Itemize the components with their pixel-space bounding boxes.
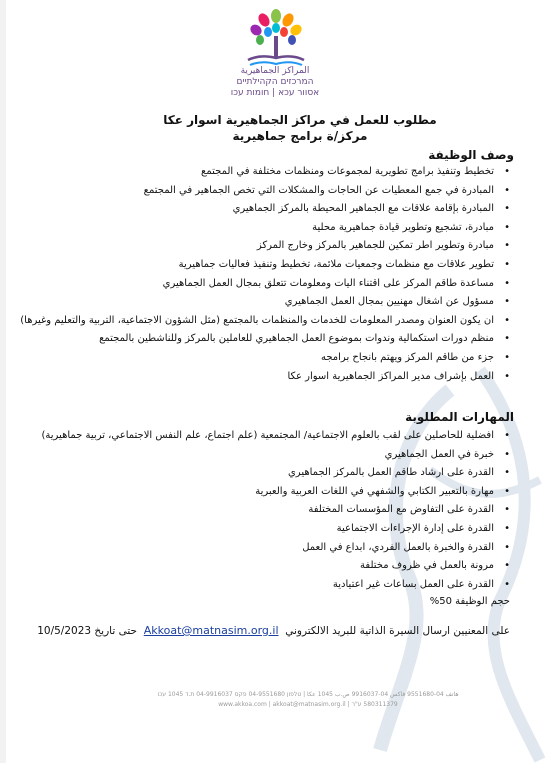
duties-item: • جزء من طاقم المركز ويهتم بانجاح برامجه [14, 349, 494, 368]
duties-item: • مبادرة وتطوير اطر تمكين للجماهير بالمركز وخارج المركز [14, 237, 494, 256]
org-name-arabic: المراكز الجماهيرية [240, 66, 310, 76]
skills-item: • القدرة على العمل بساعات غير اعتيادية [14, 576, 494, 595]
apply-instructions [30, 624, 510, 637]
duties-item: • المبادرة بإقامة علاقات مع الجماهير المحيطة بالمركز الجماهيري [14, 200, 494, 219]
duties-heading: وصف الوظيفة [428, 148, 514, 162]
skills-item: • القدرة على ارشاد طاقم العمل بالمركز الجماهيري [14, 464, 494, 483]
duties-item: • تطوير علاقات مع منظمات وجمعيات ملائمة، تخطيط وتنفيذ فعاليات جماهيرية [14, 256, 494, 275]
skills-item: • القدرة على التفاوض مع المؤسسات المختلفة [14, 501, 494, 520]
org-name-hebrew-sub: אסוור עכא | חומות עכו [230, 88, 320, 98]
skills-item: • القدرة على إدارة الإجراءات الاجتماعية [14, 520, 494, 539]
skills-heading: المهارات المطلوبة [405, 410, 514, 424]
footer-line-2: 580311379 ע"ר | www.akkoa.com | akkoat@matnasim.org.il [218, 701, 398, 708]
title-line-2: مركز/ة برامج جماهيرية [232, 129, 368, 143]
page-fold-shadow [0, 0, 6, 763]
duties-list [14, 163, 512, 386]
org-name-hebrew: המרכזים הקהילתיים [236, 77, 314, 87]
duties-item: • مساعدة طاقم المركز على اقتناء اليات ومعلومات تتعلق بمجال العمل الجماهيري [14, 275, 494, 294]
duties-item: • مبادرة، تشجيع وتطوير قيادة جماهيرية محلية [14, 219, 494, 238]
organization-name [180, 66, 370, 99]
posting-title [60, 112, 540, 144]
duties-item: • مسؤول عن اشغال مهنيين بمجال العمل الجماهيري [14, 293, 494, 312]
skills-item: • مهارة بالتعبير الكتابي والشفهي في اللغات العربية والعبرية [14, 483, 494, 502]
skills-item: • مرونة بالعمل في ظروف مختلفة [14, 557, 494, 576]
footer-contact [98, 690, 518, 710]
skills-item: • خبرة في العمل الجماهيري [14, 446, 494, 465]
title-line-1: مطلوب للعمل في مراكز الجماهيرية اسوار عكا [163, 113, 437, 127]
duties-item: • العمل بإشراف مدير المراكز الجماهيرية اسوار عكا [14, 368, 494, 387]
apply-text: على المعنيين ارسال السيرة الذاتية للبريد الالكتروني [285, 625, 510, 637]
job-size: حجم الوظيفة 50% [429, 596, 510, 607]
duties-item: • تخطيط وتنفيذ برامج تطويرية لمجموعات ومنظمات مختلفة في المجتمع [14, 163, 494, 182]
tree-logo-icon [240, 8, 312, 70]
duties-item: • المبادرة في جمع المعطيات عن الحاجات والمشكلات التي تخص الجماهير في المجتمع [14, 182, 494, 201]
skills-list [14, 427, 512, 594]
apply-deadline: حتى تاريخ 10/5/2023 [37, 625, 138, 637]
skills-item: • افضلية للحاصلين على لقب بالعلوم الاجتماعية/ المجتمعية (علم اجتماع، علم النفس الاجتماعي، تربية جماهيرية) [14, 427, 494, 446]
duties-item: • ان يكون العنوان ومصدر المعلومات للخدمات والمنظمات بالمجتمع (مثل الشؤون الاجتماعية، التربية والتعليم وغيرها) [14, 312, 494, 331]
skills-item: • القدرة والخبرة بالعمل الفردي، ابداع في العمل [14, 539, 494, 558]
duties-item: • منظم دورات استكمالية وندوات بموضوع العمل الجماهيري للعاملين بالمركز وللناشطين بالمجتمع [14, 330, 494, 349]
footer-line-1: هاتف 04-9551680 فاكس 04-9916037 ص.ب 1045 عكا | טלפון 04-9551680 פקס 04-9916037 ת.ד 1045 עכו [157, 691, 459, 698]
apply-email-link[interactable]: Akkoat@matnasim.org.il [143, 624, 279, 637]
